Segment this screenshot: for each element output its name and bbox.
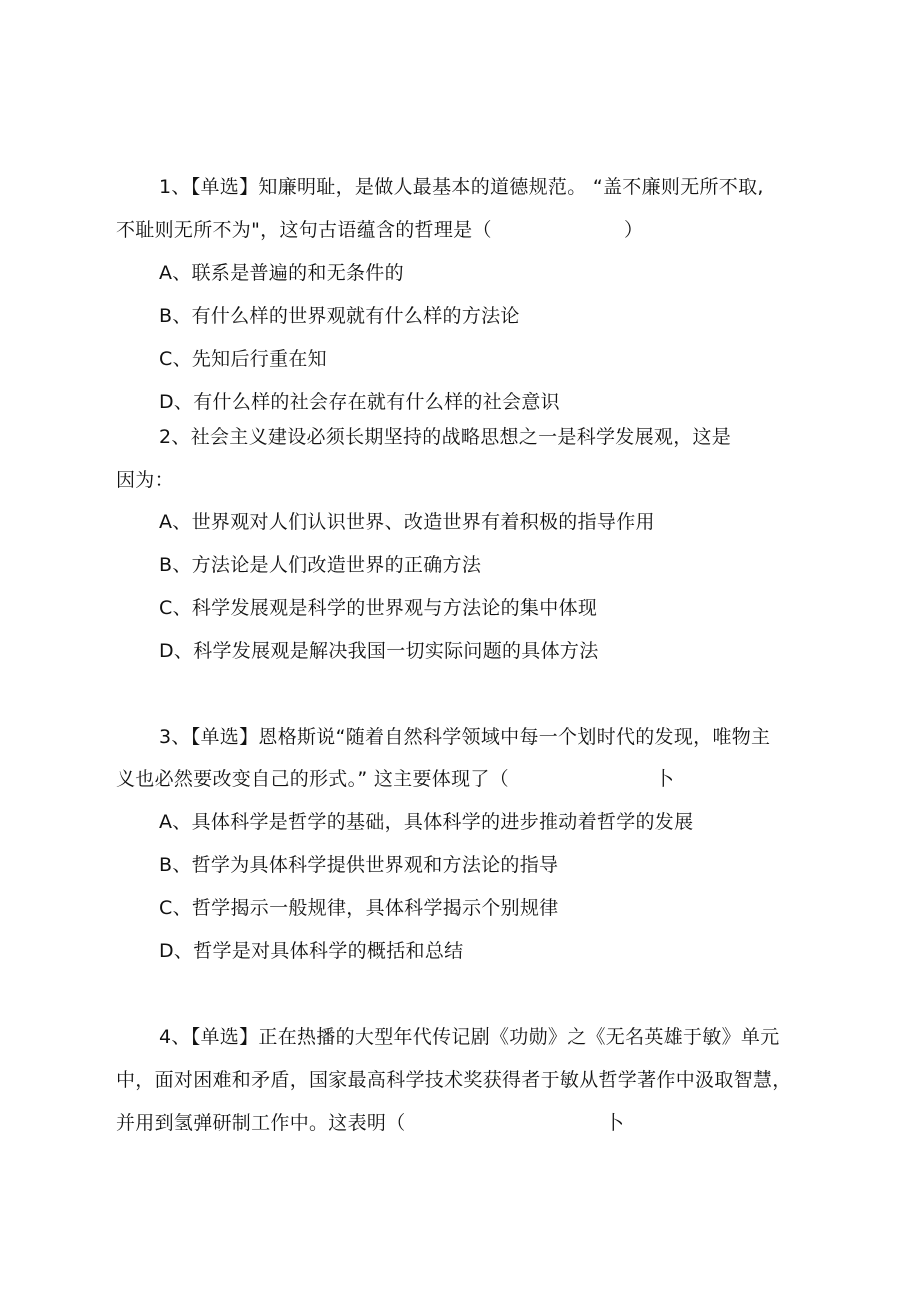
option-c: C、科学发展观是科学的世界观与方法论的集中体现 <box>159 597 598 619</box>
option-d: D、科学发展观是解决我国一切实际问题的具体方法 <box>159 640 599 662</box>
question-text: 知廉明耻，是做人最基本的道德规范。 “盖不廉则无所不取, <box>258 176 764 198</box>
option-a: A、世界观对人们认识世界、改造世界有着积极的指导作用 <box>159 511 655 533</box>
option-a: A、联系是普遍的和无条件的 <box>159 262 404 284</box>
question-text: 恩格斯说“随着自然科学领域中每一个划时代的发现，唯物主 <box>258 726 771 748</box>
question-text: 社会主义建设必须长期坚持的战略思想之一是科学发展观，这是 <box>190 426 732 448</box>
question-number: 3、 <box>159 726 191 748</box>
question-4-stem-line-3: 并用到氢弹研制工作中。这表明（ <box>116 1112 406 1134</box>
answer-blank-close: ） <box>624 219 644 241</box>
question-number: 1、 <box>159 176 191 198</box>
answer-blank-close: 卜 <box>605 1112 625 1134</box>
option-b: B、哲学为具体科学提供世界观和方法论的指导 <box>159 854 559 876</box>
question-text: 不耻则无所不为"，这句古语蕴含的哲理是（ <box>116 219 492 241</box>
option-d: D、哲学是对具体科学的概括和总结 <box>159 940 464 962</box>
option-c: C、先知后行重在知 <box>159 348 327 370</box>
question-3-stem-line-1 <box>159 724 770 750</box>
option-a: A、具体科学是哲学的基础，具体科学的进步推动着哲学的发展 <box>159 811 694 833</box>
question-type-tag: 【单选】 <box>190 176 259 198</box>
question-number: 4、 <box>159 1026 191 1048</box>
question-1-stem-line-1 <box>159 174 764 200</box>
question-number: 2、 <box>159 426 191 448</box>
question-text: 正在热播的大型年代传记剧《功勋》之《无名英雄于敏》单元 <box>258 1026 780 1048</box>
question-3-stem-line-2: 义也必然要改变自己的形式。” 这主要体现了（ <box>116 768 509 790</box>
question-type-tag: 【单选】 <box>190 726 259 748</box>
question-4-stem-line-1 <box>159 1024 780 1050</box>
question-type-tag: 【单选】 <box>190 1026 259 1048</box>
option-d: D、有什么样的社会存在就有什么样的社会意识 <box>159 391 560 413</box>
option-b: B、方法论是人们改造世界的正确方法 <box>159 554 482 576</box>
option-c: C、哲学揭示一般规律，具体科学揭示个别规律 <box>159 897 559 919</box>
question-2-stem-line-1 <box>159 424 731 450</box>
question-2-stem-line-2: 因为： <box>116 469 174 491</box>
answer-blank-close: 卜 <box>655 768 675 790</box>
option-b: B、有什么样的世界观就有什么样的方法论 <box>159 305 520 327</box>
question-1-stem-line-2 <box>116 217 492 243</box>
question-4-stem-line-2: 中，面对困难和矛盾，国家最高科学技术奖获得者于敏从哲学著作中汲取智慧， <box>116 1069 792 1091</box>
